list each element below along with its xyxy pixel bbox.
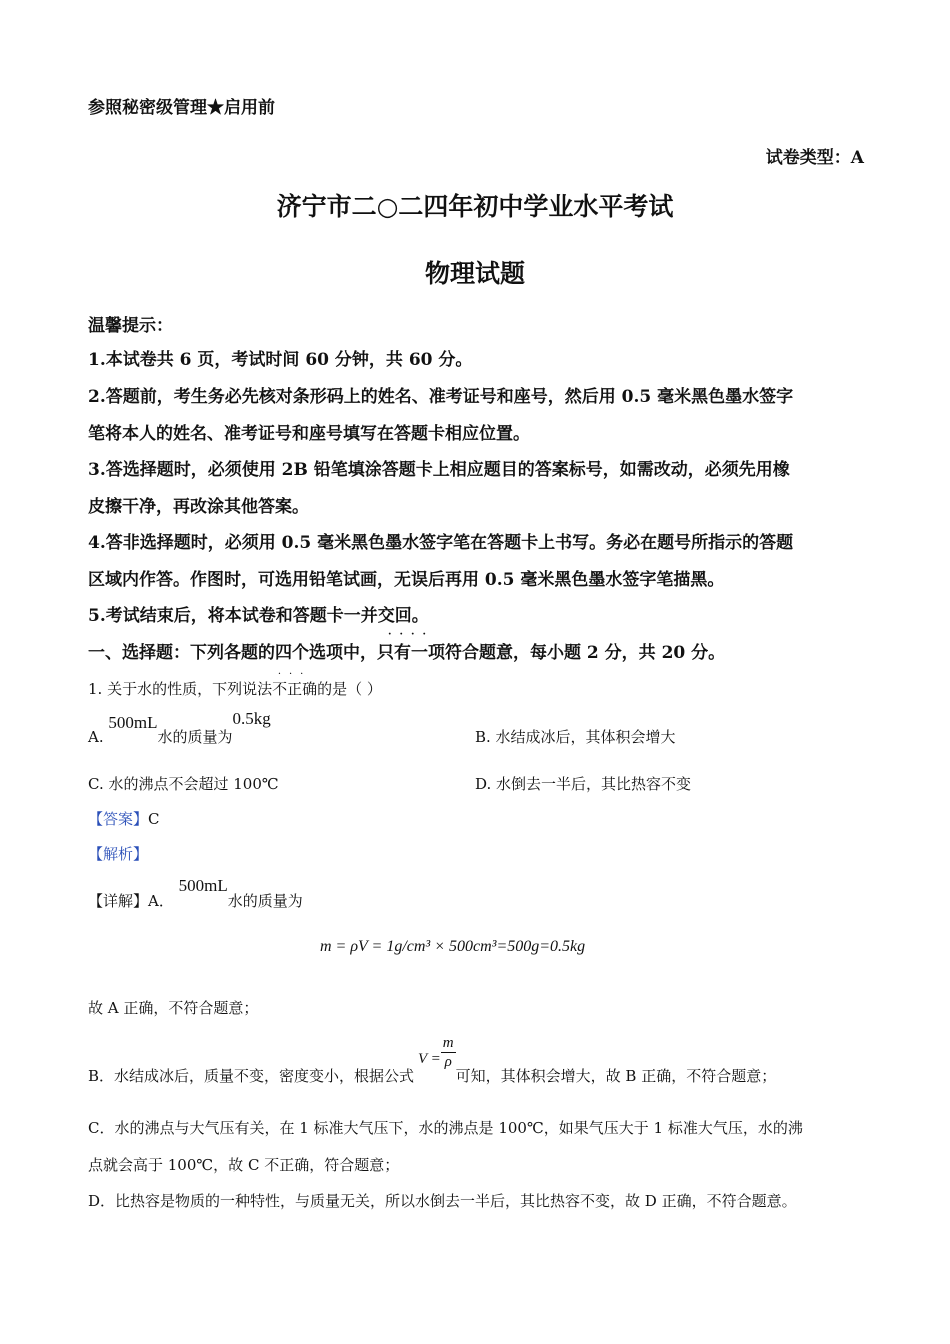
exam-subject: 物理试题	[424, 259, 525, 288]
secrecy-label: 参照秘密级管理★启用前	[88, 98, 275, 118]
tip-line-7: 区域内作答。作图时，可选用铅笔试画，无误后再用 0.5 毫米黑色墨水签字笔描黑。	[88, 570, 725, 590]
volume-formula: $\frac{m}{\rho}$	[442, 1035, 454, 1070]
tip-line-2: 2.答题前，考生务必先核对条形码上的姓名、准考证号和座号，然后用 0.5 毫米黑色墨水签字	[88, 387, 794, 407]
option-b: B. 水结成冰后，其体积会增大	[475, 728, 676, 746]
detail-a-conclusion: 故 A 正确，不符合题意；	[88, 999, 259, 1017]
detail-line-d: D．比热容是物质的一种特性，与质量无关，所以水倒去一半后，其比热容不变，故 D 正确，不符合题意。	[88, 1192, 797, 1210]
answer-tag: 【答案】	[88, 810, 149, 828]
tip-line-8: 5.考试结束后，将本试卷和答题卡一并交回。	[88, 606, 429, 626]
answer-line	[88, 808, 160, 829]
section-heading: 一、选择题：下列各题的四个选项中， ···· 只有一项符合题意，每小题 2 分，共 20 分。	[88, 629, 726, 663]
detail-line-b: B．水结成冰后，质量不变，密度变小，根据公式V = $\frac{m}{\rho}$ 可知，其体积会增大，故 B 正确，不符合题意；	[88, 1035, 777, 1085]
density-formula: m = ρV = 1g/cm³ × 500cm³=500g=0.5kg	[320, 938, 586, 955]
paper-type-label: 试卷类型：A	[765, 148, 864, 168]
tip-line-6: 4.答非选择题时，必须用 0.5 毫米黑色墨水签字笔在答题卡上书写。务必在题号所指示的答题	[88, 533, 794, 553]
tip-line-1: 1.本试卷共 6 页，考试时间 60 分钟，共 60 分。	[88, 350, 473, 370]
option-a: A. 500mL水的质量为0.5kg	[88, 709, 271, 746]
analysis-tag: 【解析】	[88, 845, 149, 863]
option-d: D. 水倒去一半后，其比热容不变	[475, 775, 692, 793]
answer-value: C	[148, 810, 160, 828]
tips-heading: 温馨提示：	[88, 316, 173, 336]
detail-line-c1: C．水的沸点与大气压有关，在 1 标准大气压下，水的沸点是 100℃，如果气压大于 1 标准大气压，水的沸	[88, 1119, 803, 1137]
detail-line-a: 【详解】A． 500mL水的质量为	[88, 876, 303, 910]
emphasis-mark: ···· 只有一项	[377, 629, 445, 663]
tip-line-5: 皮擦干净，再改涂其他答案。	[88, 497, 309, 517]
exam-title: 济宁市二○二四年初中学业水平考试	[276, 192, 674, 221]
detail-line-c2: 点就会高于 100℃，故 C 不正确，符合题意；	[88, 1156, 400, 1174]
option-c: C. 水的沸点不会超过 100℃	[88, 775, 279, 793]
emphasis-mark: ··· 不正确	[272, 669, 318, 698]
tip-line-4: 3.答选择题时，必须使用 2B 铅笔填涂答题卡上相应题目的答案标号，如需改动，必须先用橡	[88, 460, 790, 480]
tip-line-3: 笔将本人的姓名、准考证号和座号填写在答题卡相应位置。	[88, 424, 530, 444]
question-1-stem: 1. 关于水的性质，下列说法 ··· 不正确的是（ ）	[88, 669, 382, 698]
